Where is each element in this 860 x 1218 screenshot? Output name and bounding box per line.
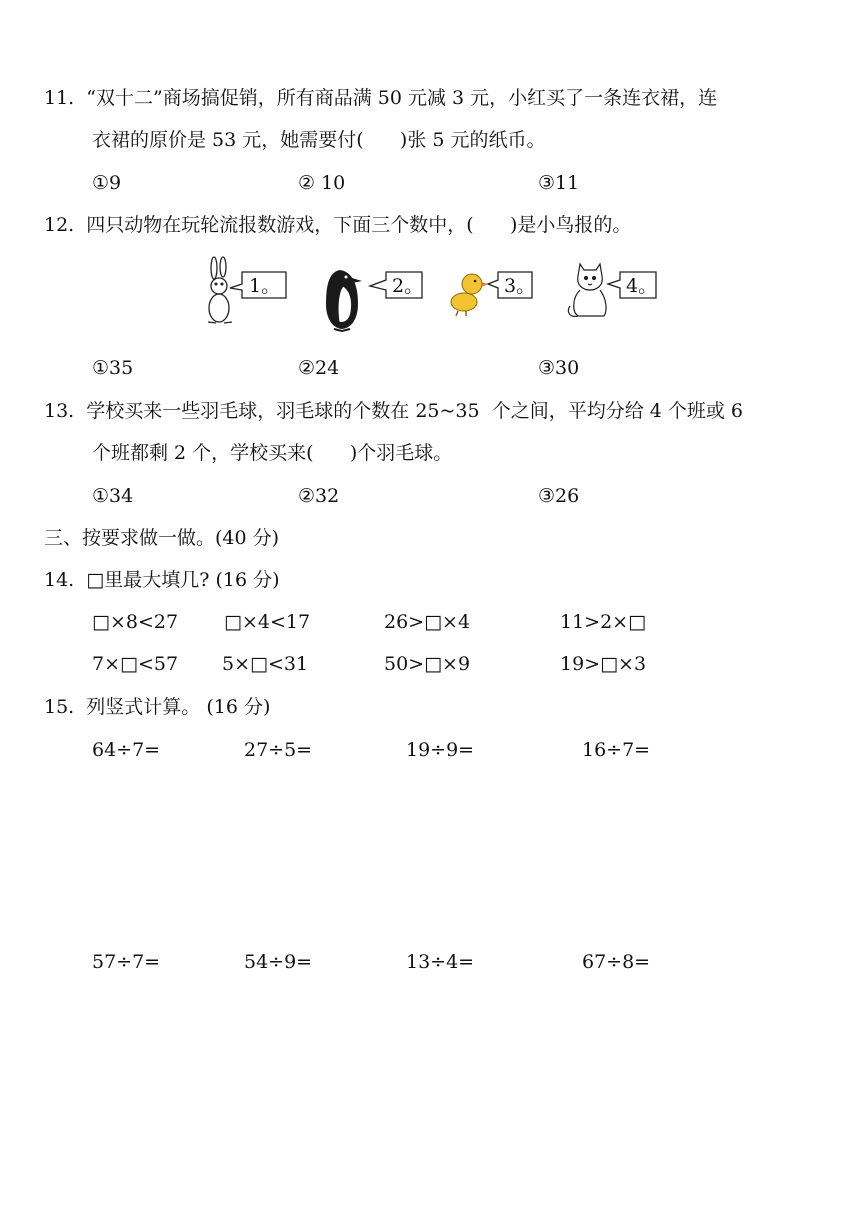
q14-item: □×4<17	[224, 611, 311, 633]
chick-icon	[451, 274, 488, 316]
q14-item: 19>□×3	[560, 653, 647, 675]
q14-item: 50>□×9	[384, 653, 471, 675]
q15-item: 27÷5=	[244, 739, 313, 761]
q15-title: 15. 列竖式计算。 (16 分)	[44, 696, 271, 718]
q15-item: 16÷7=	[582, 739, 651, 761]
q15-item: 57÷7=	[92, 951, 161, 973]
q13-option-1: ①34	[92, 485, 134, 507]
q14-item: 26>□×4	[384, 611, 471, 633]
q15-item: 13÷4=	[406, 951, 475, 973]
animal-label-4: 4。	[626, 275, 658, 297]
cat-icon	[568, 264, 606, 316]
q15-item: 54÷9=	[244, 951, 313, 973]
q14-item: 7×□<57	[92, 653, 179, 675]
q11-line2: 衣裙的原价是 53 元，她需要付( )张 5 元的纸币。	[92, 129, 546, 151]
speech-bubble-2	[370, 272, 423, 298]
penguin-icon	[326, 270, 362, 331]
animal-label-1: 1。	[249, 275, 281, 297]
section-3-heading: 三、按要求做一做。(40 分)	[44, 527, 280, 549]
q13-line1: 13. 学校买来一些羽毛球，羽毛球的个数在 25~35 个之间，平均分给 4 个班或 6	[44, 400, 743, 422]
q13-line2: 个班都剩 2 个，学校买来( )个羽毛球。	[92, 442, 453, 464]
q11-option-1: ①9	[92, 172, 122, 194]
q12-option-3: ③30	[538, 357, 580, 379]
q15-item: 67÷8=	[582, 951, 651, 973]
q14-title: 14. □里最大填几? (16 分)	[44, 569, 280, 591]
q14-item: □×8<27	[92, 611, 179, 633]
q14-item: 11>2×□	[560, 611, 647, 633]
q14-item: 5×□<31	[222, 653, 309, 675]
q12-option-1: ①35	[92, 357, 134, 379]
q13-option-2: ②32	[298, 485, 340, 507]
animal-counting-figure	[200, 256, 670, 332]
q15-item: 64÷7=	[92, 739, 161, 761]
speech-bubble-4	[608, 272, 657, 298]
q12-option-2: ②24	[298, 357, 340, 379]
q13-option-3: ③26	[538, 485, 580, 507]
q11-option-2: ② 10	[298, 172, 346, 194]
rabbit-icon	[208, 257, 232, 323]
q15-item: 19÷9=	[406, 739, 475, 761]
q11-option-3: ③11	[538, 172, 580, 194]
animal-label-2: 2。	[392, 275, 424, 297]
q12-line1: 12. 四只动物在玩轮流报数游戏，下面三个数中，( )是小鸟报的。	[44, 214, 632, 236]
speech-bubble-1	[230, 272, 286, 298]
q11-line1: 11. “双十二”商场搞促销，所有商品满 50 元减 3 元，小红买了一条连衣裙，连	[44, 87, 718, 109]
speech-bubble-3	[488, 272, 535, 298]
animal-label-3: 3。	[504, 275, 536, 297]
